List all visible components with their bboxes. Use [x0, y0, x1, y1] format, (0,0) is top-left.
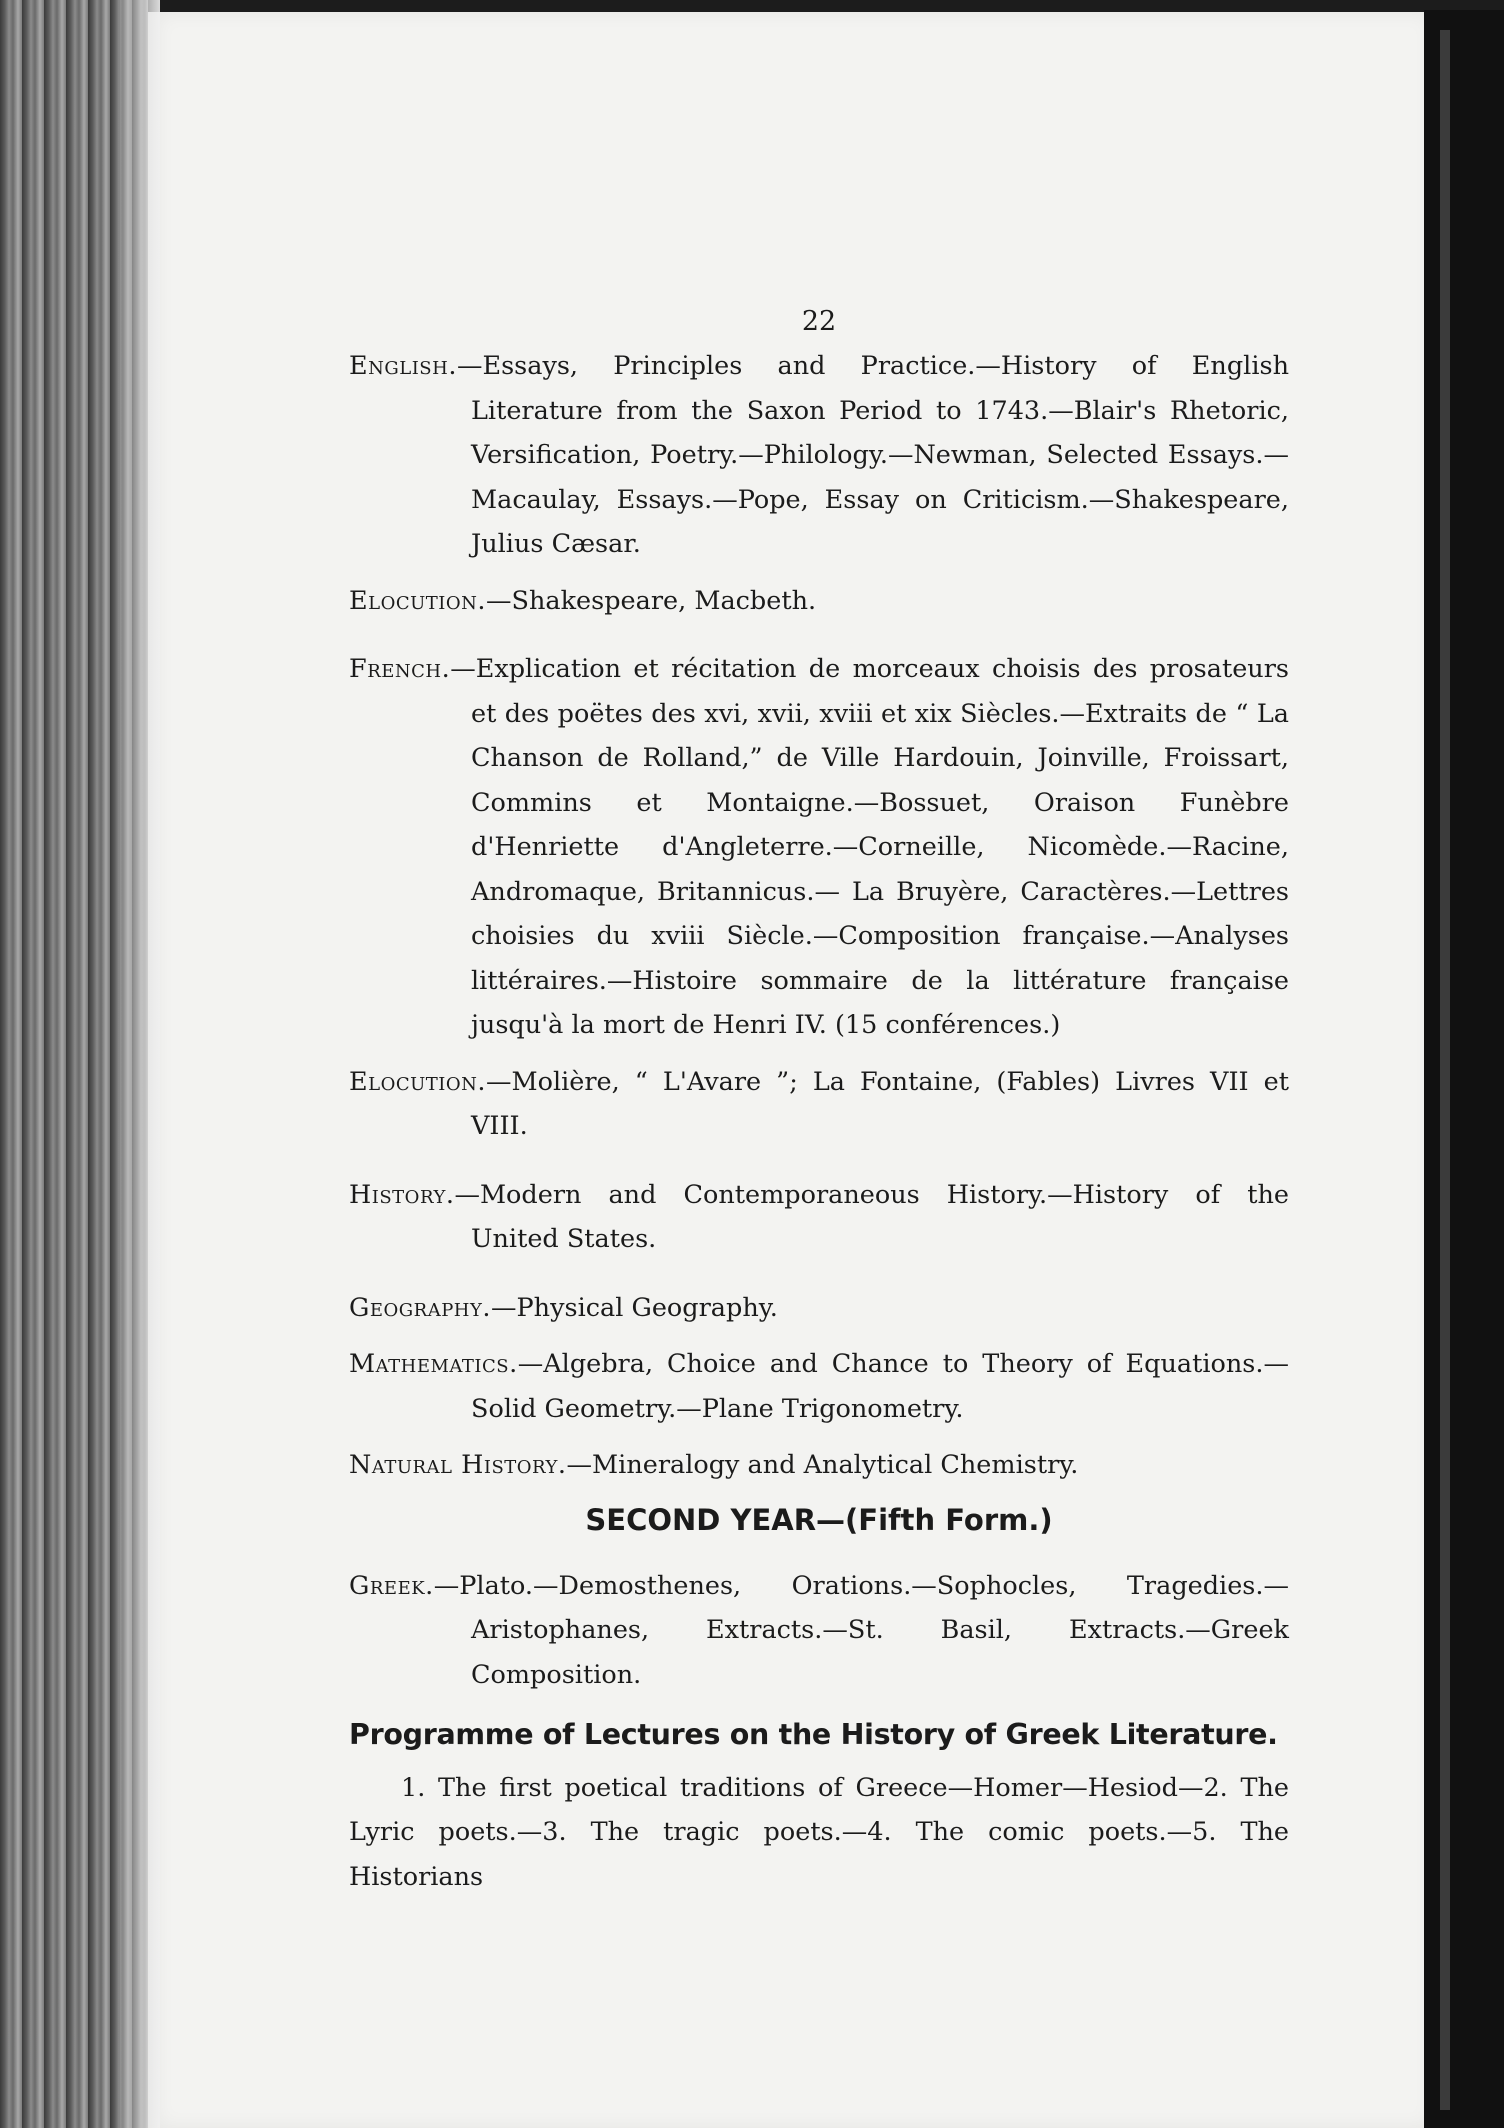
entry-text: —Molière, “ L'Avare ”; La Fontaine, (Fables) Livres VII et VIII. [471, 1066, 1289, 1141]
entry-text: —Modern and Contemporaneous History.—History of the United States. [454, 1179, 1289, 1254]
entry-french [349, 647, 1289, 1048]
entry-label: Greek. [349, 1570, 434, 1601]
entry-text: —Algebra, Choice and Chance to Theory of Equations.— Solid Geometry.—Plane Trigonometry. [471, 1349, 1289, 1424]
entry-text: —Explication et récitation de morceaux choisis des prosateurs et des poëtes des xvi, xvii, xviii et xix Siècles.—Extraits de “ La Chanson de Rolland,” de Ville Hardouin, Joinville, Froissart, Commins et Montaigne.—Bossuet, Oraison Funèbre d'Henriette d'Angleterre.—Corneille, Nicomède.—Racine, Andromaque, Britannicus.— La Bruyère, Caractères.—Lettres choisies du xviii Siècle.—Composition française.—Analyses littéraires.—Histoire sommaire de la littérature française jusqu'à la mort de Henri IV. (15 conférences.) [450, 654, 1289, 1040]
entry-label: Elocution. [349, 1066, 486, 1097]
entry-english [349, 344, 1289, 567]
second-year-heading: SECOND YEAR—(Fifth Form.) [585, 1502, 1053, 1537]
entry-label: Elocution. [349, 585, 486, 616]
page-number: 22 [801, 306, 837, 337]
entry-label: Natural History. [349, 1450, 567, 1480]
entry-text: —Physical Geography. [491, 1292, 778, 1323]
entry-mathematics [349, 1342, 1289, 1431]
entry-elocution-french [349, 1060, 1289, 1149]
entry-label: English. [349, 351, 457, 381]
entry-text: —Shakespeare, Macbeth. [486, 585, 817, 616]
entry-text: —Mineralogy and Analytical Chemistry. [566, 1450, 1079, 1480]
scan-right-edge [1424, 10, 1504, 2128]
programme-heading: Programme of Lectures on the History of Greek Literature. [349, 1718, 1278, 1751]
entry-natural-history [349, 1443, 1289, 1488]
entry-history [349, 1173, 1289, 1262]
entry-elocution-english [349, 579, 1289, 624]
programme-text: 1. The first poetical traditions of Greece—Homer—Hesiod—2. The Lyric poets.—3. The tragic poets.—4. The comic poets.—5. The Historians [349, 1772, 1289, 1892]
entry-label: French. [349, 654, 451, 684]
binding-shadow [120, 0, 160, 2128]
page-content [349, 300, 1289, 1899]
entry-label: Mathematics. [349, 1349, 518, 1379]
entry-text: —Essays, Principles and Practice.—History of English Literature from the Saxon Period to 1743.—Blair's Rhetoric, Versification, Poetry.—Philology.—Newman, Selected Essays.—Macaulay, Essays.—Pope, Essay on Criticism.—Shakespeare, Julius Cæsar. [456, 351, 1289, 559]
entry-greek [349, 1564, 1289, 1698]
scan-right-edge-inner [1440, 30, 1450, 2110]
entry-label: Geography. [349, 1292, 491, 1323]
entry-label: History. [349, 1179, 455, 1210]
entry-text: —Plato.—Demosthenes, Orations.—Sophocles, Tragedies.—Aristophanes, Extracts.—St. Basil, Extracts.—Greek Composition. [433, 1570, 1289, 1690]
entry-geography [349, 1286, 1289, 1331]
